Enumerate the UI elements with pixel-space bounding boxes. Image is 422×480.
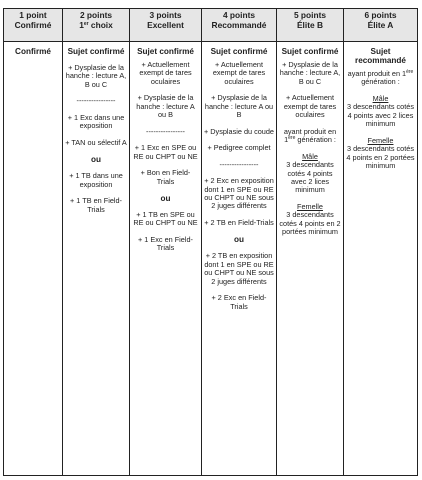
header-points: 4 points xyxy=(222,10,256,20)
male-label: Mâle xyxy=(372,93,389,103)
female-requirement: 3 descendants cotés 4 points en 2 portées minimum xyxy=(279,210,341,237)
header-level: 1er choix xyxy=(79,19,113,30)
cell-confirme xyxy=(4,42,63,476)
requirement-item: + Pedigree complet xyxy=(207,143,271,153)
requirement-item: + Actuellement exempt de tares oculaires xyxy=(283,93,337,120)
header-cell-5-points xyxy=(277,9,344,42)
cell-title: Sujet confirmé xyxy=(210,47,268,56)
requirement-item: + 1 Exc en Field-Trials xyxy=(138,234,193,253)
requirement-item: + Actuellement exempt de tares oculaires xyxy=(139,60,192,86)
requirement-item: + 1 TB en SPE ou RE ou CHPT ou NE xyxy=(133,209,198,228)
header-cell-2-points xyxy=(63,9,130,42)
male-label: Mâle xyxy=(302,151,318,161)
requirement-item: + Dysplasie du coude xyxy=(204,126,274,136)
cell-recommande xyxy=(202,42,277,476)
requirement-item: + 2 TB en exposition dont 1 en SPE ou RE ou CHPT ou NE sous 2 juges différents xyxy=(204,251,274,286)
cell-title: Sujet confirmé xyxy=(137,47,194,56)
requirement-item: + Dysplasie de la hanche : lecture A, B ou C xyxy=(65,63,127,89)
female-requirement: 3 descendants cotés 4 points en 2 portées minimum xyxy=(346,144,415,171)
cell-title: Confirmé xyxy=(15,47,51,56)
cell-excellent xyxy=(130,42,202,476)
cell-title: Sujet confirmé xyxy=(281,47,339,56)
header-row xyxy=(4,9,418,42)
requirement-item: + 1 Exc en SPE ou RE ou CHPT ou NE xyxy=(133,143,198,161)
header-points: 5 points xyxy=(293,10,327,20)
cell-title: Sujet recommandé xyxy=(355,47,406,65)
cell-title: Sujet confirmé xyxy=(67,47,125,56)
produced-text: ayant produit en 1ère génération : xyxy=(283,126,337,145)
header-points: 2 points xyxy=(79,10,113,20)
requirement-item: + TAN ou sélectif A xyxy=(65,137,127,147)
requirement-item: + Bon en Field-Trials xyxy=(140,168,191,186)
or-separator: ou xyxy=(233,235,244,245)
separator-line: ---------------- xyxy=(146,126,185,136)
female-label: Femelle xyxy=(367,135,394,145)
requirement-item: + Actuellement exempt de tares oculaires xyxy=(212,60,266,86)
requirement-item: + Dysplasie de la hanche : lecture A, B ou C xyxy=(279,60,341,86)
header-cell-3-points xyxy=(130,9,202,42)
header-cell-6-points xyxy=(344,9,418,42)
separator-line: ---------------- xyxy=(219,159,259,169)
or-separator: ou xyxy=(160,193,171,203)
header-cell-1-point xyxy=(4,9,63,42)
female-label: Femelle xyxy=(297,201,323,211)
header-points: 3 points xyxy=(149,10,182,20)
or-separator: ou xyxy=(90,155,101,165)
header-points: 6 points xyxy=(364,10,397,20)
cell-elite-a xyxy=(344,42,418,476)
header-level: Excellent xyxy=(147,19,184,30)
requirement-item: + Dysplasie de la hanche : lecture A ou B xyxy=(204,93,274,120)
header-level: Confirmé xyxy=(14,19,52,30)
requirement-item: + 2 TB en Field-Trials xyxy=(204,217,274,227)
cell-elite-b xyxy=(277,42,344,476)
requirement-item: + 2 Exc en Field-Trials xyxy=(211,293,267,311)
content-row xyxy=(4,42,418,476)
separator-line: ---------------- xyxy=(76,96,116,106)
male-requirement: 3 descendants cotés 4 points avec 2 lices minimum xyxy=(286,160,334,195)
requirement-item: + 1 TB en Field-Trials xyxy=(70,196,122,214)
header-cell-4-points xyxy=(202,9,277,42)
header-level: Élite B xyxy=(296,19,324,30)
requirement-item: + Dysplasie de la hanche : lecture A ou B xyxy=(136,93,195,120)
male-requirement: 3 descendants cotés 4 points avec 2 lices minimum xyxy=(347,102,414,129)
header-level: Élite A xyxy=(367,19,394,30)
header-points: 1 point xyxy=(19,10,47,20)
produced-text: ayant produit en 1ère génération : xyxy=(347,69,414,87)
cell-premier-choix xyxy=(63,42,130,476)
requirement-item: + 1 TB dans une exposition xyxy=(69,171,123,189)
requirement-item: + 1 Exc dans une exposition xyxy=(67,112,125,131)
requirement-item: + 2 Exc en exposition dont 1 en SPE ou RE ou CHPT ou NE sous 2 juges différents xyxy=(204,176,274,211)
points-table xyxy=(3,8,418,476)
header-level: Recommandé xyxy=(211,19,267,30)
